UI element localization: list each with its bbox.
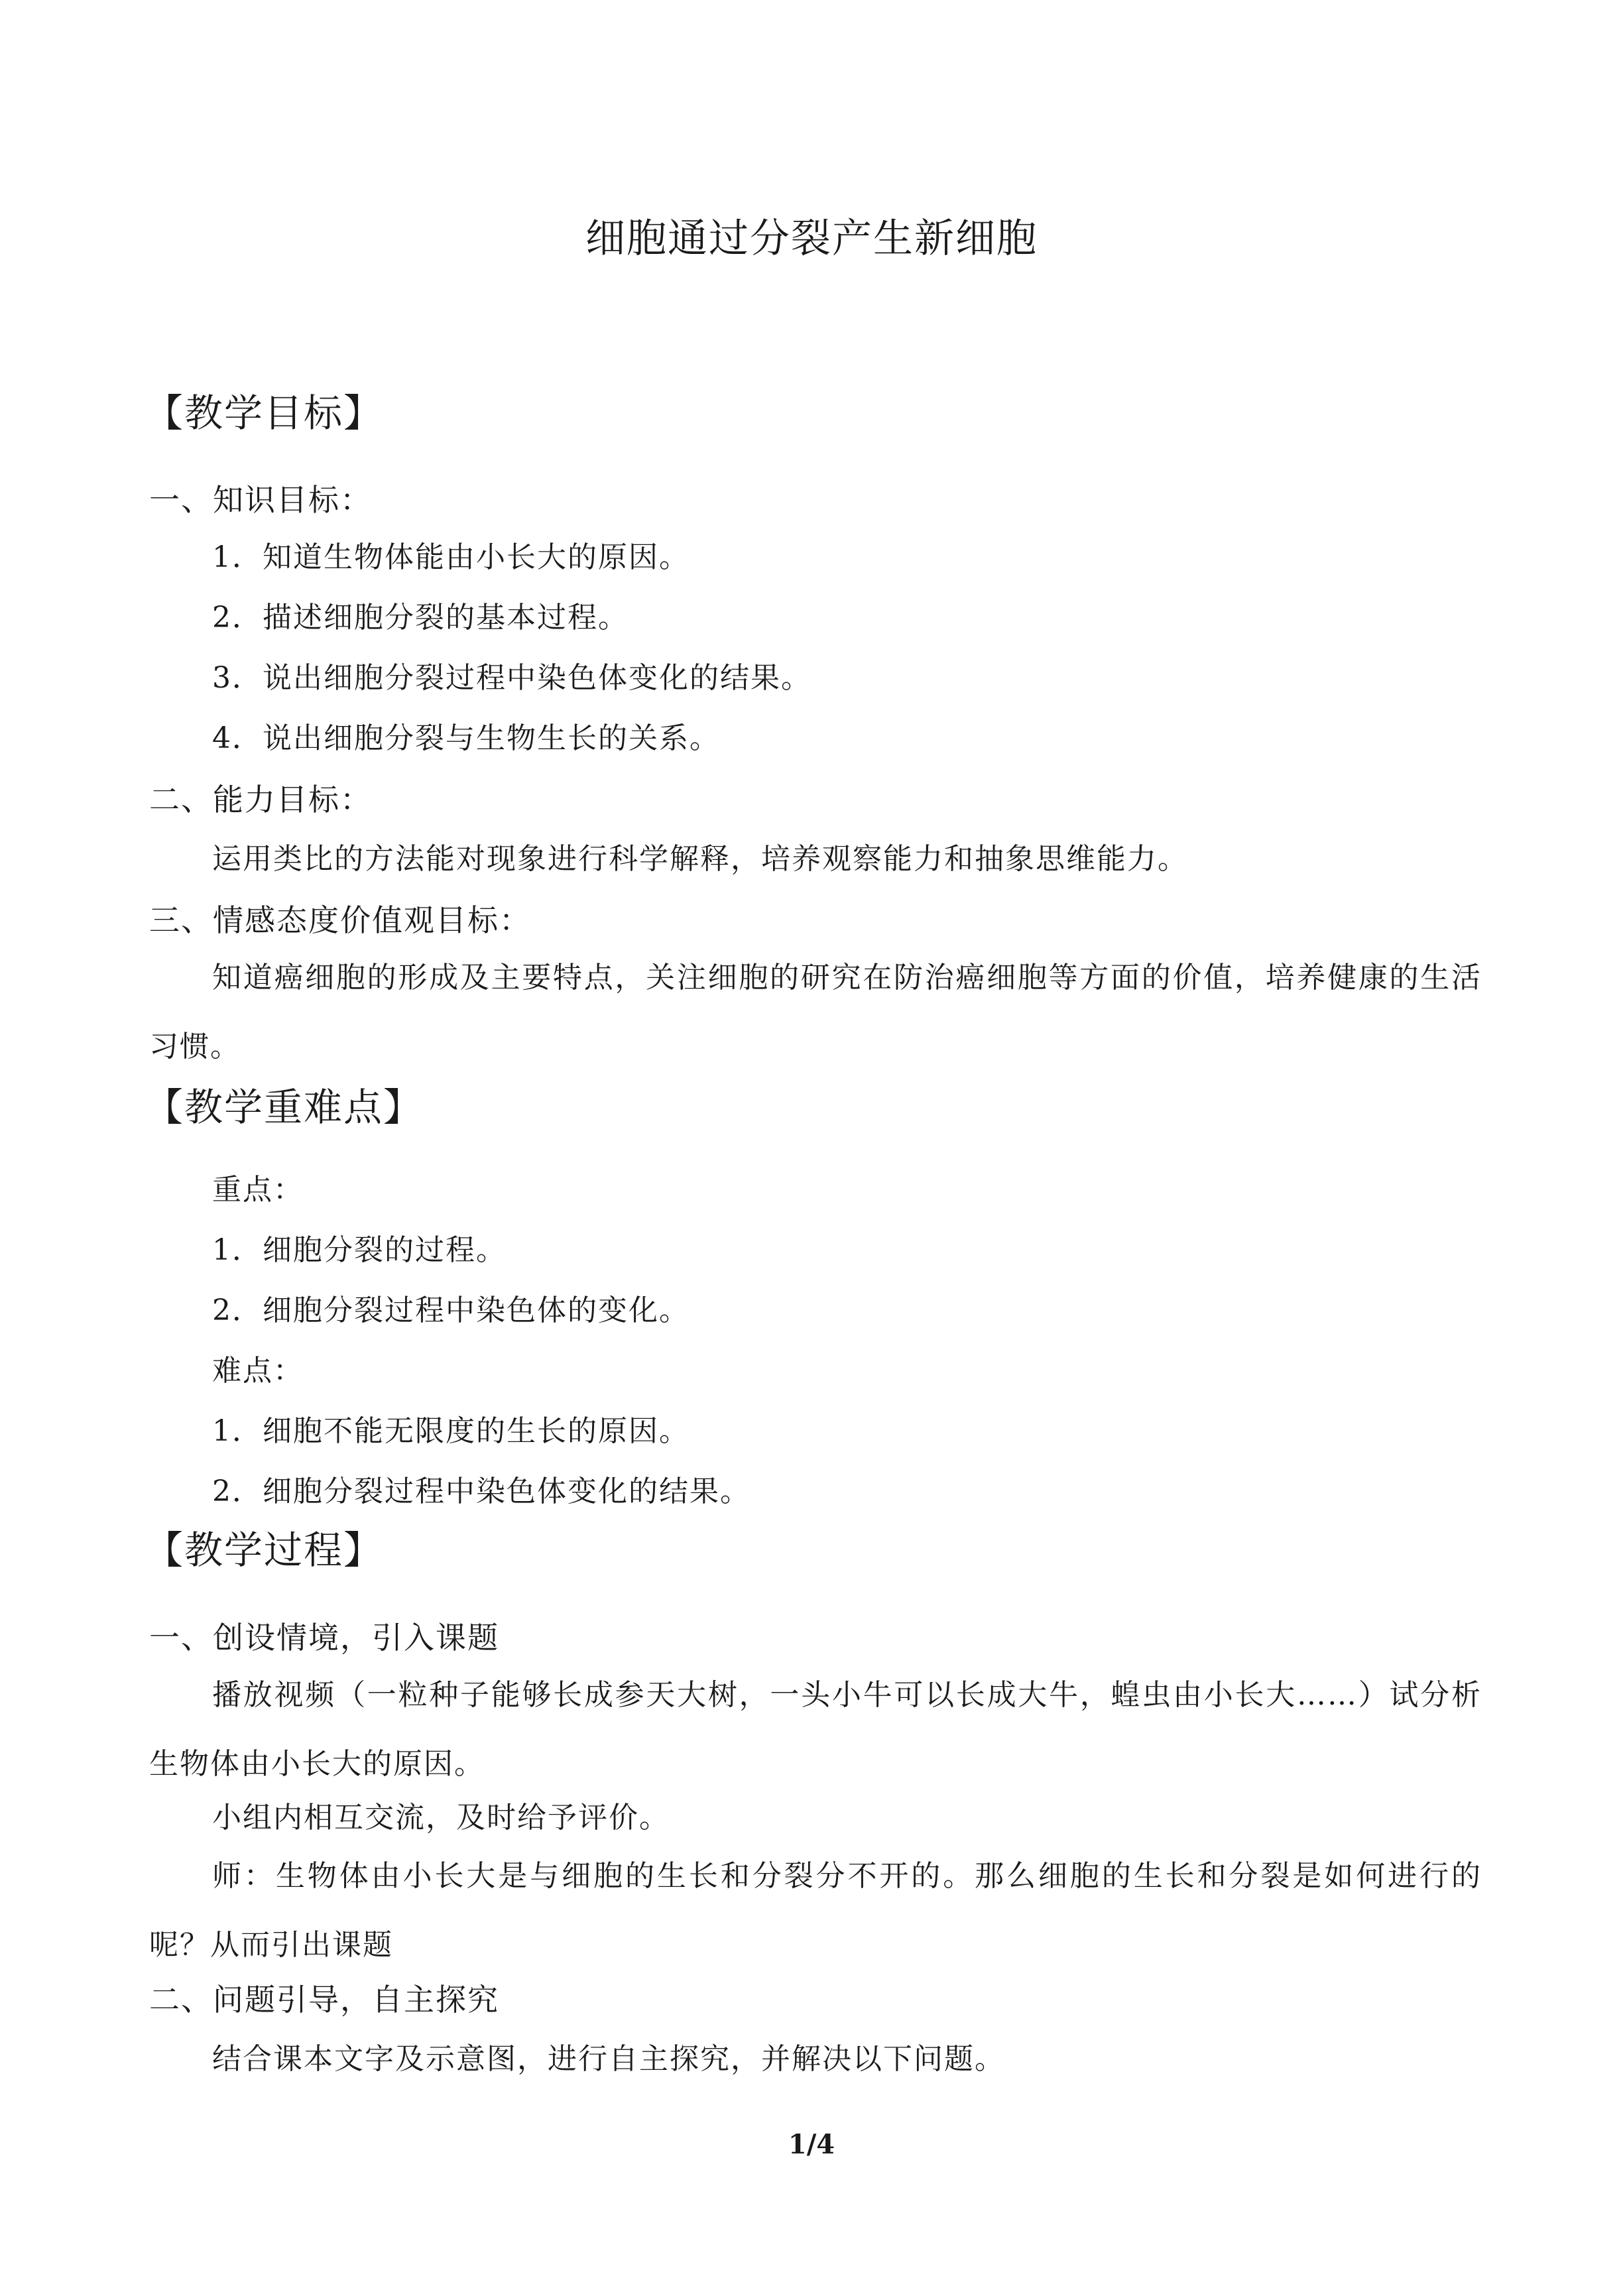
ability-objectives-heading: 二、能力目标： [149, 782, 372, 817]
knowledge-item: 2．描述细胞分裂的基本过程。 [212, 601, 629, 634]
step2-heading: 二、问题引导，自主探究 [149, 1982, 499, 2018]
difficult-points-label: 难点： [212, 1354, 304, 1388]
ability-text: 运用类比的方法能对现象进行科学解释，培养观察能力和抽象思维能力。 [212, 842, 1188, 876]
knowledge-item: 1．知道生物体能由小长大的原因。 [212, 540, 690, 574]
knowledge-item: 3．说出细胞分裂过程中染色体变化的结果。 [212, 661, 812, 695]
key-points-label: 重点： [212, 1173, 304, 1207]
step1-paragraph: 小组内相互交流，及时给予评价。 [212, 1801, 670, 1835]
step2-paragraph: 结合课本文字及示意图，进行自主探究，并解决以下问题。 [212, 2042, 1005, 2076]
key-point-item: 2．细胞分裂过程中染色体的变化。 [212, 1294, 690, 1327]
page-number: 1/4 [788, 2129, 835, 2160]
step1-paragraph: 师：生物体由小长大是与细胞的生长和分裂分不开的。那么细胞的生长和分裂是如何进行的呢？从而引出课题 [149, 1859, 1482, 1962]
section-key-points-heading: 【教学重难点】 [145, 1085, 424, 1130]
step1-paragraph: 播放视频（一粒种子能够长成参天大树，一头小牛可以长成大牛，蝗虫由小长大……）试分析生物体由小长大的原因。 [149, 1678, 1482, 1781]
section-process-heading: 【教学过程】 [145, 1528, 384, 1573]
emotion-text: 知道癌细胞的形成及主要特点，关注细胞的研究在防治癌细胞等方面的价值，培养健康的生活习惯。 [149, 961, 1482, 1063]
difficult-point-item: 1．细胞不能无限度的生长的原因。 [212, 1414, 690, 1448]
section-objectives-heading: 【教学目标】 [145, 391, 384, 436]
emotion-objectives-heading: 三、情感态度价值观目标： [149, 902, 531, 938]
difficult-point-item: 2．细胞分裂过程中染色体变化的结果。 [212, 1475, 751, 1508]
knowledge-objectives-heading: 一、知识目标： [149, 482, 372, 518]
knowledge-item: 4．说出细胞分裂与生物生长的关系。 [212, 721, 720, 755]
step1-heading: 一、创设情境，引入课题 [149, 1620, 499, 1656]
key-point-item: 1．细胞分裂的过程。 [212, 1233, 507, 1267]
document-title: 细胞通过分裂产生新细胞 [585, 215, 1038, 262]
